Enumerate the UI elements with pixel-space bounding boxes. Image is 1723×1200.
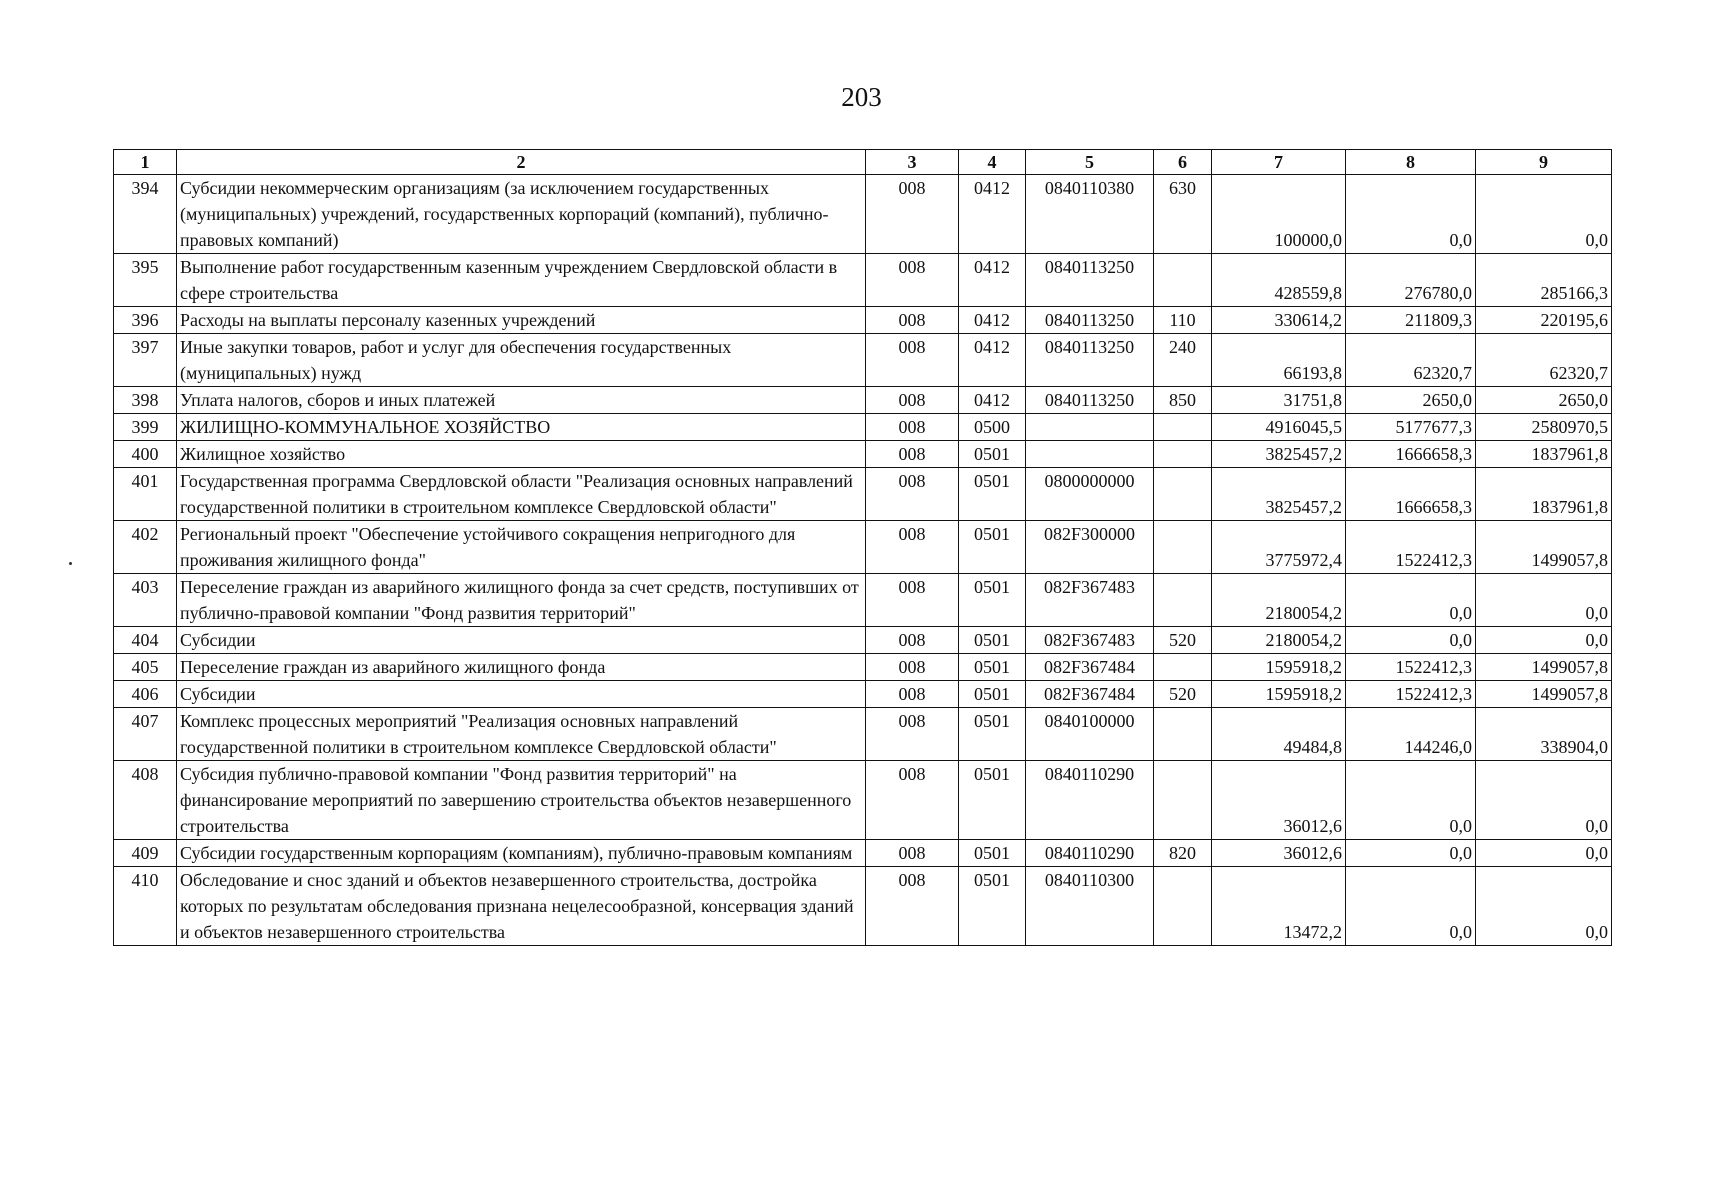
row-description: Субсидии некоммерческим организациям (за исключением государственных (муниципальных) учреждений, государственных корпораций (компаний), публично-правовых компаний) (177, 175, 866, 254)
row-number: 409 (114, 840, 177, 867)
row-code-4: 0501 (959, 441, 1026, 468)
row-code-4: 0501 (959, 681, 1026, 708)
row-description: Субсидии (177, 681, 866, 708)
row-amount-8: 0,0 (1346, 574, 1476, 627)
row-amount-9: 0,0 (1476, 175, 1612, 254)
row-amount-9: 0,0 (1476, 761, 1612, 840)
row-amount-9: 1499057,8 (1476, 521, 1612, 574)
row-amount-9: 2650,0 (1476, 387, 1612, 414)
row-amount-9: 220195,6 (1476, 307, 1612, 334)
row-code-5: 082F367483 (1026, 627, 1154, 654)
row-number: 396 (114, 307, 177, 334)
table-header (114, 150, 1612, 175)
row-code-6 (1154, 468, 1212, 521)
table-row (114, 627, 1612, 654)
table-row (114, 840, 1612, 867)
table-row (114, 468, 1612, 521)
row-number: 395 (114, 254, 177, 307)
row-amount-7: 36012,6 (1212, 840, 1346, 867)
row-amount-7: 3825457,2 (1212, 441, 1346, 468)
table-row (114, 521, 1612, 574)
row-code-6: 820 (1154, 840, 1212, 867)
table-row (114, 334, 1612, 387)
row-code-6: 630 (1154, 175, 1212, 254)
row-code-5: 0800000000 (1026, 468, 1154, 521)
row-number: 406 (114, 681, 177, 708)
row-code-3: 008 (866, 654, 959, 681)
row-amount-9: 2580970,5 (1476, 414, 1612, 441)
row-amount-7: 4916045,5 (1212, 414, 1346, 441)
row-code-3: 008 (866, 840, 959, 867)
row-description: Жилищное хозяйство (177, 441, 866, 468)
row-number: 403 (114, 574, 177, 627)
row-amount-8: 1522412,3 (1346, 681, 1476, 708)
row-amount-8: 144246,0 (1346, 708, 1476, 761)
row-amount-9: 1837961,8 (1476, 468, 1612, 521)
row-code-3: 008 (866, 708, 959, 761)
budget-table (113, 149, 1612, 946)
column-header: 6 (1154, 150, 1212, 175)
row-number: 397 (114, 334, 177, 387)
table-row (114, 254, 1612, 307)
table-row (114, 414, 1612, 441)
row-number: 402 (114, 521, 177, 574)
row-amount-7: 1595918,2 (1212, 681, 1346, 708)
row-amount-8: 5177677,3 (1346, 414, 1476, 441)
scan-speck (69, 562, 72, 565)
row-amount-7: 66193,8 (1212, 334, 1346, 387)
row-number: 399 (114, 414, 177, 441)
row-description: Расходы на выплаты персоналу казенных учреждений (177, 307, 866, 334)
row-code-4: 0412 (959, 387, 1026, 414)
row-amount-8: 0,0 (1346, 627, 1476, 654)
row-amount-8: 276780,0 (1346, 254, 1476, 307)
row-amount-8: 0,0 (1346, 867, 1476, 946)
row-amount-8: 0,0 (1346, 175, 1476, 254)
row-amount-7: 13472,2 (1212, 867, 1346, 946)
row-amount-8: 0,0 (1346, 761, 1476, 840)
row-code-5: 0840113250 (1026, 334, 1154, 387)
row-amount-9: 0,0 (1476, 840, 1612, 867)
row-code-5: 082F300000 (1026, 521, 1154, 574)
row-description: Обследование и снос зданий и объектов незавершенного строительства, достройка которых по результатам обследования признана нецелесообразной, консервация зданий и объектов незавершенного строительства (177, 867, 866, 946)
column-header: 1 (114, 150, 177, 175)
row-code-4: 0412 (959, 175, 1026, 254)
row-code-4: 0501 (959, 867, 1026, 946)
row-amount-8: 1522412,3 (1346, 654, 1476, 681)
row-amount-7: 2180054,2 (1212, 627, 1346, 654)
row-amount-9: 0,0 (1476, 867, 1612, 946)
row-code-6: 850 (1154, 387, 1212, 414)
column-header: 5 (1026, 150, 1154, 175)
row-code-3: 008 (866, 441, 959, 468)
row-amount-7: 3775972,4 (1212, 521, 1346, 574)
row-code-5: 0840100000 (1026, 708, 1154, 761)
row-description: Государственная программа Свердловской области "Реализация основных направлений государственной политики в строительном комплексе Свердловской области" (177, 468, 866, 521)
row-code-5 (1026, 441, 1154, 468)
row-amount-9: 285166,3 (1476, 254, 1612, 307)
row-number: 401 (114, 468, 177, 521)
row-code-6 (1154, 521, 1212, 574)
table-row (114, 175, 1612, 254)
row-code-4: 0501 (959, 654, 1026, 681)
row-code-3: 008 (866, 681, 959, 708)
table-row (114, 307, 1612, 334)
row-description: Переселение граждан из аварийного жилищного фонда (177, 654, 866, 681)
row-code-4: 0412 (959, 307, 1026, 334)
row-code-5: 0840110290 (1026, 761, 1154, 840)
table-row (114, 708, 1612, 761)
row-code-5: 0840110300 (1026, 867, 1154, 946)
row-description: Иные закупки товаров, работ и услуг для обеспечения государственных (муниципальных) нужд (177, 334, 866, 387)
row-description: ЖИЛИЩНО-КОММУНАЛЬНОЕ ХОЗЯЙСТВО (177, 414, 866, 441)
row-code-4: 0500 (959, 414, 1026, 441)
table-row (114, 681, 1612, 708)
row-amount-7: 2180054,2 (1212, 574, 1346, 627)
table-row (114, 387, 1612, 414)
row-description: Субсидии государственным корпорациям (компаниям), публично-правовым компаниям (177, 840, 866, 867)
row-code-4: 0501 (959, 761, 1026, 840)
row-code-3: 008 (866, 574, 959, 627)
row-code-6: 520 (1154, 627, 1212, 654)
row-code-3: 008 (866, 334, 959, 387)
row-amount-7: 36012,6 (1212, 761, 1346, 840)
table-row (114, 574, 1612, 627)
table-row (114, 654, 1612, 681)
row-amount-8: 2650,0 (1346, 387, 1476, 414)
row-description: Субсидии (177, 627, 866, 654)
row-code-3: 008 (866, 175, 959, 254)
row-code-6: 110 (1154, 307, 1212, 334)
row-amount-8: 1522412,3 (1346, 521, 1476, 574)
row-code-3: 008 (866, 521, 959, 574)
row-number: 408 (114, 761, 177, 840)
row-code-3: 008 (866, 468, 959, 521)
row-code-5: 0840110290 (1026, 840, 1154, 867)
row-amount-7: 49484,8 (1212, 708, 1346, 761)
row-amount-9: 1499057,8 (1476, 681, 1612, 708)
row-code-3: 008 (866, 627, 959, 654)
row-code-4: 0501 (959, 840, 1026, 867)
row-description: Выполнение работ государственным казенным учреждением Свердловской области в сфере строительства (177, 254, 866, 307)
row-code-4: 0501 (959, 627, 1026, 654)
column-header: 4 (959, 150, 1026, 175)
row-code-5: 082F367483 (1026, 574, 1154, 627)
row-code-6 (1154, 574, 1212, 627)
header-row (114, 150, 1612, 175)
column-header: 7 (1212, 150, 1346, 175)
row-code-3: 008 (866, 307, 959, 334)
row-number: 405 (114, 654, 177, 681)
row-amount-7: 428559,8 (1212, 254, 1346, 307)
table-body (114, 175, 1612, 946)
row-amount-8: 62320,7 (1346, 334, 1476, 387)
row-code-5: 0840113250 (1026, 307, 1154, 334)
row-number: 407 (114, 708, 177, 761)
row-amount-9: 1837961,8 (1476, 441, 1612, 468)
row-code-6 (1154, 654, 1212, 681)
row-description: Комплекс процессных мероприятий "Реализация основных направлений государственной политики в строительном комплексе Свердловской области" (177, 708, 866, 761)
column-header: 8 (1346, 150, 1476, 175)
row-code-3: 008 (866, 254, 959, 307)
row-code-5: 0840113250 (1026, 254, 1154, 307)
row-code-4: 0412 (959, 254, 1026, 307)
row-amount-9: 62320,7 (1476, 334, 1612, 387)
row-amount-7: 330614,2 (1212, 307, 1346, 334)
row-code-6 (1154, 441, 1212, 468)
row-amount-9: 0,0 (1476, 574, 1612, 627)
column-header: 2 (177, 150, 866, 175)
row-code-4: 0501 (959, 708, 1026, 761)
row-code-3: 008 (866, 761, 959, 840)
row-amount-7: 100000,0 (1212, 175, 1346, 254)
row-code-6: 520 (1154, 681, 1212, 708)
row-code-6: 240 (1154, 334, 1212, 387)
row-amount-9: 1499057,8 (1476, 654, 1612, 681)
row-code-5: 0840110380 (1026, 175, 1154, 254)
table-row (114, 441, 1612, 468)
row-amount-8: 1666658,3 (1346, 441, 1476, 468)
row-amount-9: 338904,0 (1476, 708, 1612, 761)
row-code-6 (1154, 867, 1212, 946)
row-code-6 (1154, 254, 1212, 307)
row-number: 404 (114, 627, 177, 654)
row-code-5: 0840113250 (1026, 387, 1154, 414)
column-header: 3 (866, 150, 959, 175)
row-description: Переселение граждан из аварийного жилищного фонда за счет средств, поступивших от публично-правовой компании "Фонд развития территорий" (177, 574, 866, 627)
row-code-4: 0501 (959, 521, 1026, 574)
row-amount-8: 211809,3 (1346, 307, 1476, 334)
column-header: 9 (1476, 150, 1612, 175)
row-code-5 (1026, 414, 1154, 441)
row-code-6 (1154, 414, 1212, 441)
row-number: 400 (114, 441, 177, 468)
row-amount-7: 31751,8 (1212, 387, 1346, 414)
row-number: 410 (114, 867, 177, 946)
row-code-4: 0501 (959, 468, 1026, 521)
row-amount-7: 3825457,2 (1212, 468, 1346, 521)
row-code-6 (1154, 708, 1212, 761)
row-code-3: 008 (866, 414, 959, 441)
row-number: 398 (114, 387, 177, 414)
row-code-5: 082F367484 (1026, 654, 1154, 681)
table-row (114, 761, 1612, 840)
row-code-4: 0412 (959, 334, 1026, 387)
row-code-4: 0501 (959, 574, 1026, 627)
table-row (114, 867, 1612, 946)
row-description: Субсидия публично-правовой компании "Фонд развития территорий" на финансирование мероприятий по завершению строительства объектов незавершенного строительства (177, 761, 866, 840)
row-code-3: 008 (866, 867, 959, 946)
row-amount-9: 0,0 (1476, 627, 1612, 654)
row-description: Региональный проект "Обеспечение устойчивого сокращения непригодного для проживания жилищного фонда" (177, 521, 866, 574)
row-amount-7: 1595918,2 (1212, 654, 1346, 681)
row-amount-8: 0,0 (1346, 840, 1476, 867)
row-description: Уплата налогов, сборов и иных платежей (177, 387, 866, 414)
page-number: 203 (841, 82, 882, 112)
row-code-5: 082F367484 (1026, 681, 1154, 708)
row-code-3: 008 (866, 387, 959, 414)
row-number: 394 (114, 175, 177, 254)
row-code-6 (1154, 761, 1212, 840)
row-amount-8: 1666658,3 (1346, 468, 1476, 521)
